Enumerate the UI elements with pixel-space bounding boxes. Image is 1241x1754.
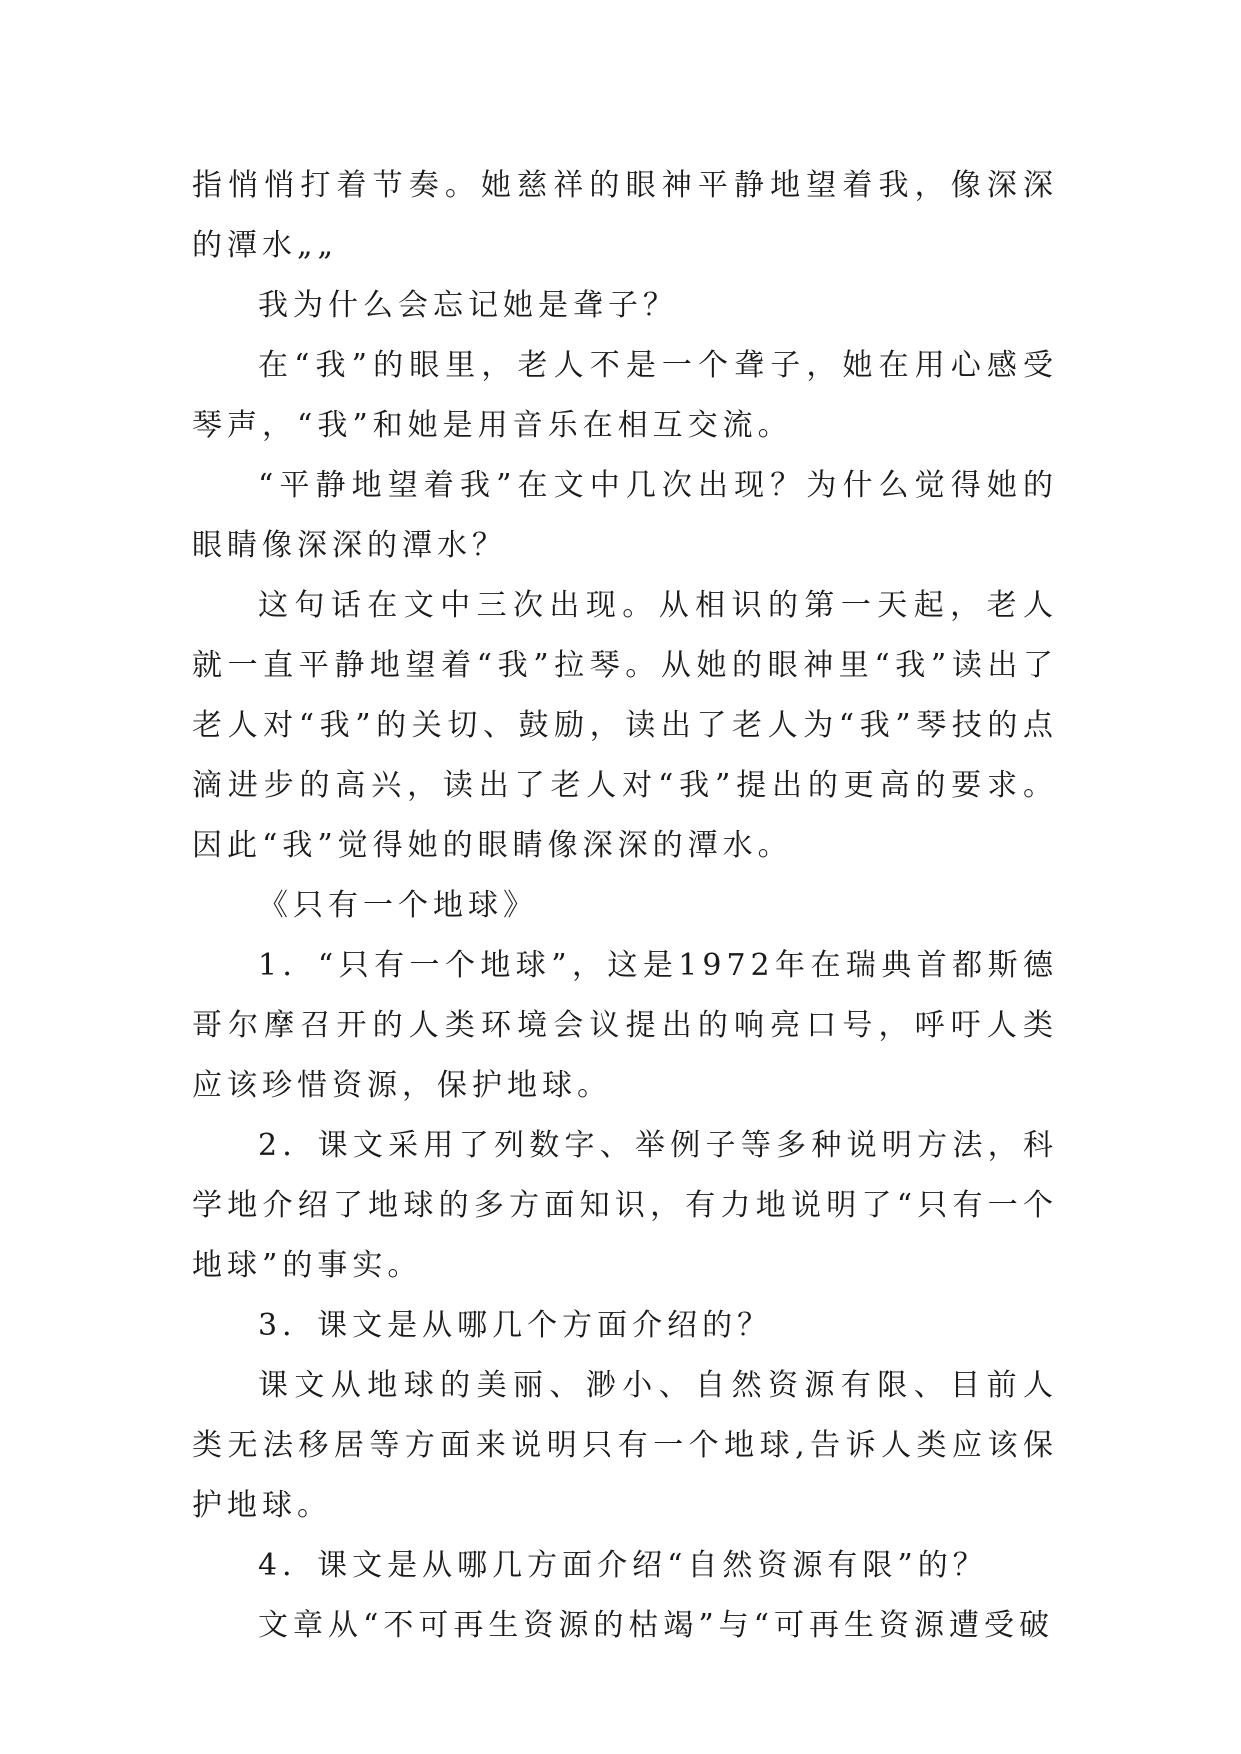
- document-body: [192, 156, 1058, 1656]
- numbered-paragraph: 1．“只有一个地球”，这是1972年在瑞典首都斯德哥尔摩召开的人类环境会议提出的响亮口号，呼吁人类应该珍惜资源，保护地球。: [192, 948, 1058, 1103]
- paragraph: 指悄悄打着节奏。她慈祥的眼神平静地望着我，像深深的潭水„„: [192, 168, 1058, 263]
- paragraph: 在“我”的眼里，老人不是一个聋子，她在用心感受琴声，“我”和她是用音乐在相互交流。: [192, 348, 1058, 443]
- paragraph: 我为什么会忘记她是聋子？: [258, 288, 678, 323]
- numbered-question: 4．课文是从哪几方面介绍“自然资源有限”的？: [258, 1548, 988, 1583]
- paragraph: 这句话在文中三次出现。从相识的第一天起，老人就一直平静地望着“我”拉琴。从她的眼神里“我”读出了老人对“我”的关切、鼓励，读出了老人为“我”琴技的点滴进步的高兴，读出了老人对“我”提出的更高的要求。因此“我”觉得她的眼睛像深深的潭水。: [192, 588, 1058, 863]
- section-title: 《只有一个地球》: [258, 888, 538, 923]
- numbered-question: 3．课文是从哪几个方面介绍的？: [258, 1308, 773, 1343]
- paragraph: “平静地望着我”在文中几次出现？为什么觉得她的眼睛像深深的潭水？: [192, 468, 1058, 563]
- paragraph: 文章从“不可再生资源的枯竭”与“可再生资源遭受破: [258, 1608, 1055, 1643]
- numbered-paragraph: 2．课文采用了列数字、举例子等多种说明方法，科学地介绍了地球的多方面知识，有力地说明了“只有一个地球”的事实。: [192, 1128, 1058, 1283]
- paragraph: 课文从地球的美丽、渺小、自然资源有限、目前人类无法移居等方面来说明只有一个地球,告诉人类应该保护地球。: [192, 1368, 1058, 1523]
